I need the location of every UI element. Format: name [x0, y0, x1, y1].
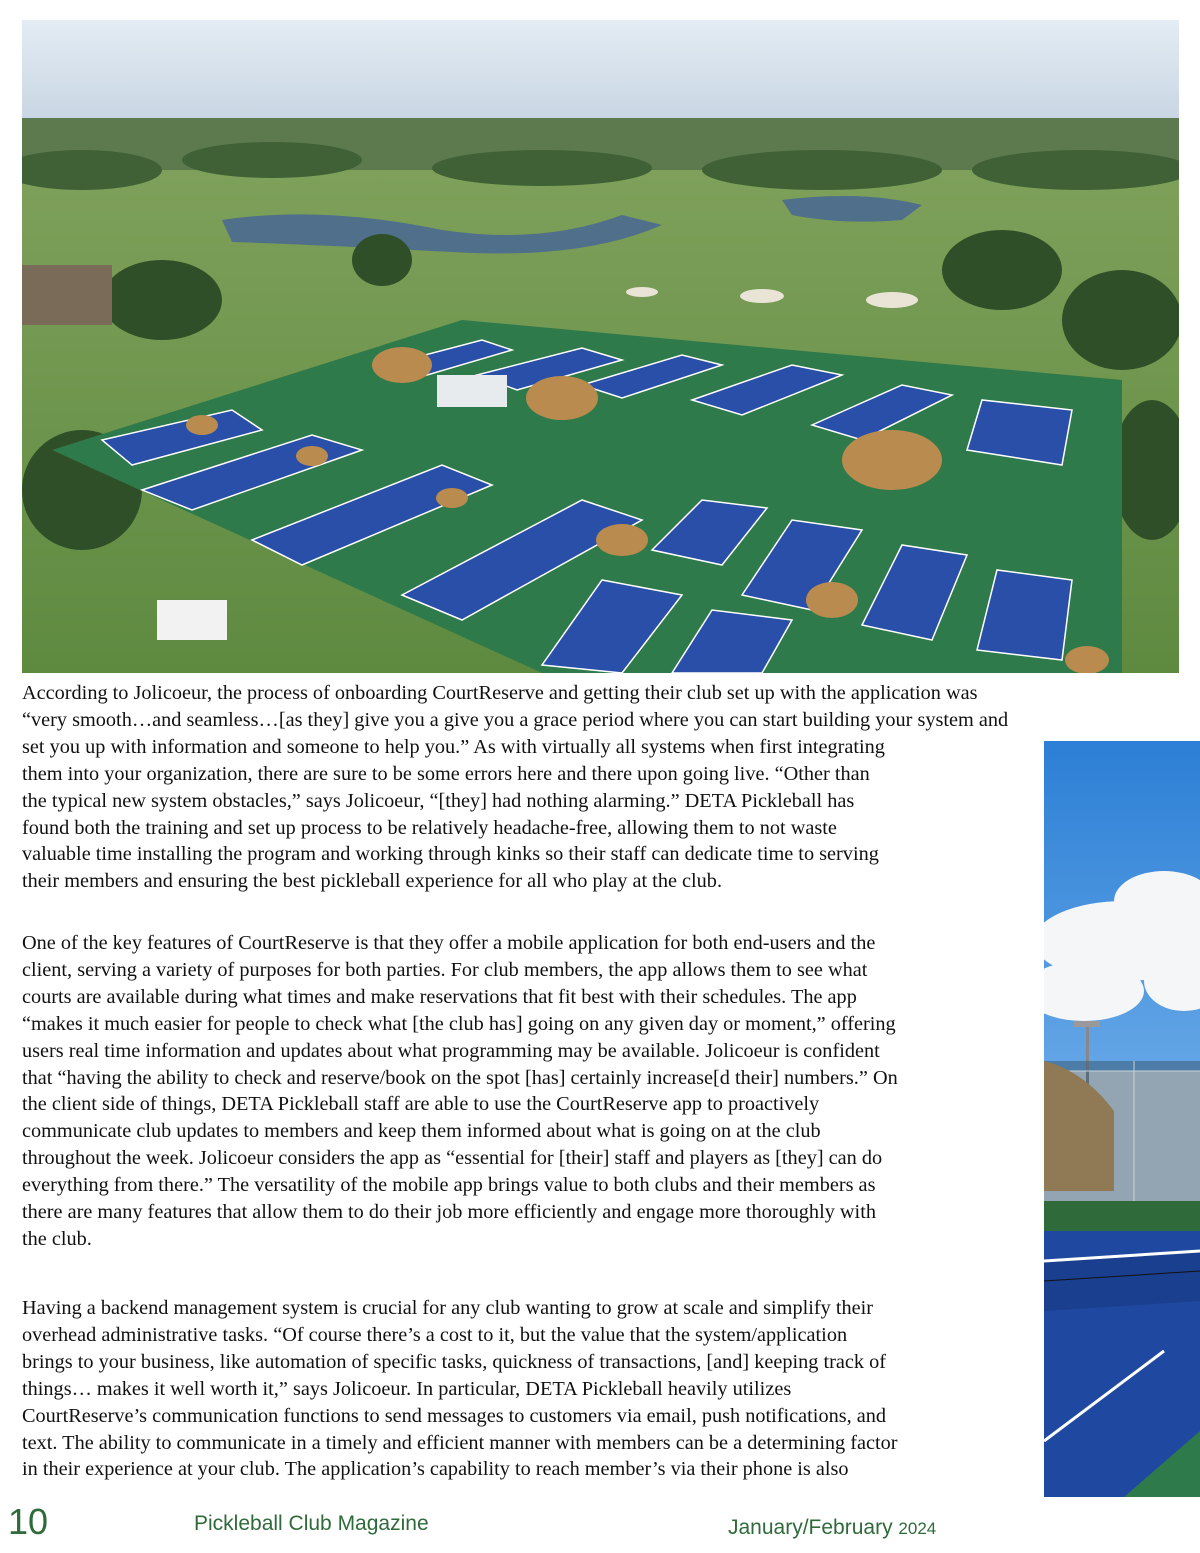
- article-paragraph-3: [22, 1295, 898, 1483]
- paragraph-line: CourtReserve’s communication functions to send messages to customers via email, push notifications, and: [22, 1404, 887, 1427]
- paragraph-line: “makes it much easier for people to check what [the club has] going on any given day or moment,” offering: [22, 1012, 896, 1035]
- paragraph-line: users real time information and updates about what programming may be available. Jolicoeur is confident: [22, 1039, 880, 1062]
- paragraph-line: there are many features that allow them to do their job more efficiently and engage more thoroughly with: [22, 1201, 876, 1224]
- aerial-courts-photo: [22, 20, 1179, 673]
- paragraph-line: According to Jolicoeur, the process of onboarding CourtReserve and getting their club set up with the application was: [22, 682, 978, 704]
- aerial-courts-illustration: [22, 20, 1179, 673]
- paragraph-line: things… makes it well worth it,” says Jolicoeur. In particular, DETA Pickleball heavily utilizes: [22, 1377, 792, 1400]
- paragraph-line: courts are available during what times and make reservations that fit best with their schedules. The app: [22, 985, 857, 1008]
- paragraph-line: valuable time installing the program and working through kinks so their staff can dedicate time to serving: [22, 843, 879, 866]
- article-paragraph-1: [22, 680, 1008, 895]
- paragraph-line: overhead administrative tasks. “Of course there’s a cost to it, but the value that the system/application: [22, 1323, 848, 1346]
- issue-date: [728, 1516, 936, 1540]
- paragraph-line: “very smooth…and seamless…[as they] give you a give you a grace period where you can start building your system and: [22, 708, 1009, 731]
- paragraph-line: in their experience at your club. The application’s capability to reach member’s via their phone is also: [22, 1458, 849, 1481]
- paragraph-line: their members and ensuring the best pickleball experience for all who play at the club.: [22, 870, 723, 893]
- paragraph-line: set you up with information and someone to help you.” As with virtually all systems when first integrating: [22, 735, 885, 758]
- paragraph-line: throughout the week. Jolicoeur considers the app as “essential for [their] staff and players as [they] can do: [22, 1147, 883, 1170]
- paragraph-line: that “having the ability to check and reserve/book on the spot [has] certainly increase[d their] numbers.” On: [22, 1066, 898, 1089]
- paragraph-line: Having a backend management system is crucial for any club wanting to grow at scale and simplify their: [22, 1297, 873, 1319]
- issue-month: January/February: [728, 1516, 893, 1539]
- paragraph-line: found both the training and set up process to be relatively headache-free, allowing them to not waste: [22, 816, 837, 839]
- side-court-photo: [1044, 741, 1200, 1497]
- paragraph-line: brings to your business, like automation of specific tasks, quickness of transactions, [and] keeping track of: [22, 1350, 887, 1373]
- side-court-illustration: [1044, 741, 1200, 1497]
- paragraph-line: them into your organization, there are sure to be some errors here and there upon going live. “Other than: [22, 762, 870, 785]
- paragraph-line: everything from there.” The versatility of the mobile app brings value to both clubs and their members as: [22, 1174, 876, 1197]
- paragraph-line: the typical new system obstacles,” says Jolicoeur, “[they] had nothing alarming.” DETA Pickleball has: [22, 789, 855, 812]
- magazine-name: Pickleball Club Magazine: [194, 1512, 429, 1535]
- paragraph-line: the client side of things, DETA Pickleball staff are able to use the CourtReserve app to proactively: [22, 1093, 820, 1116]
- paragraph-line: text. The ability to communicate in a timely and efficient manner with members can be a determining factor: [22, 1431, 898, 1454]
- paragraph-line: the club.: [22, 1227, 92, 1250]
- paragraph-line: One of the key features of CourtReserve is that they offer a mobile application for both end-users and the: [22, 932, 876, 954]
- article-paragraph-2: [22, 930, 898, 1253]
- page-number: 10: [8, 1501, 49, 1542]
- paragraph-line: communicate club updates to members and keep them informed about what is going on at the club: [22, 1120, 821, 1143]
- paragraph-line: client, serving a variety of purposes for both parties. For club members, the app allows them to see what: [22, 958, 868, 981]
- issue-year: 2024: [898, 1519, 937, 1538]
